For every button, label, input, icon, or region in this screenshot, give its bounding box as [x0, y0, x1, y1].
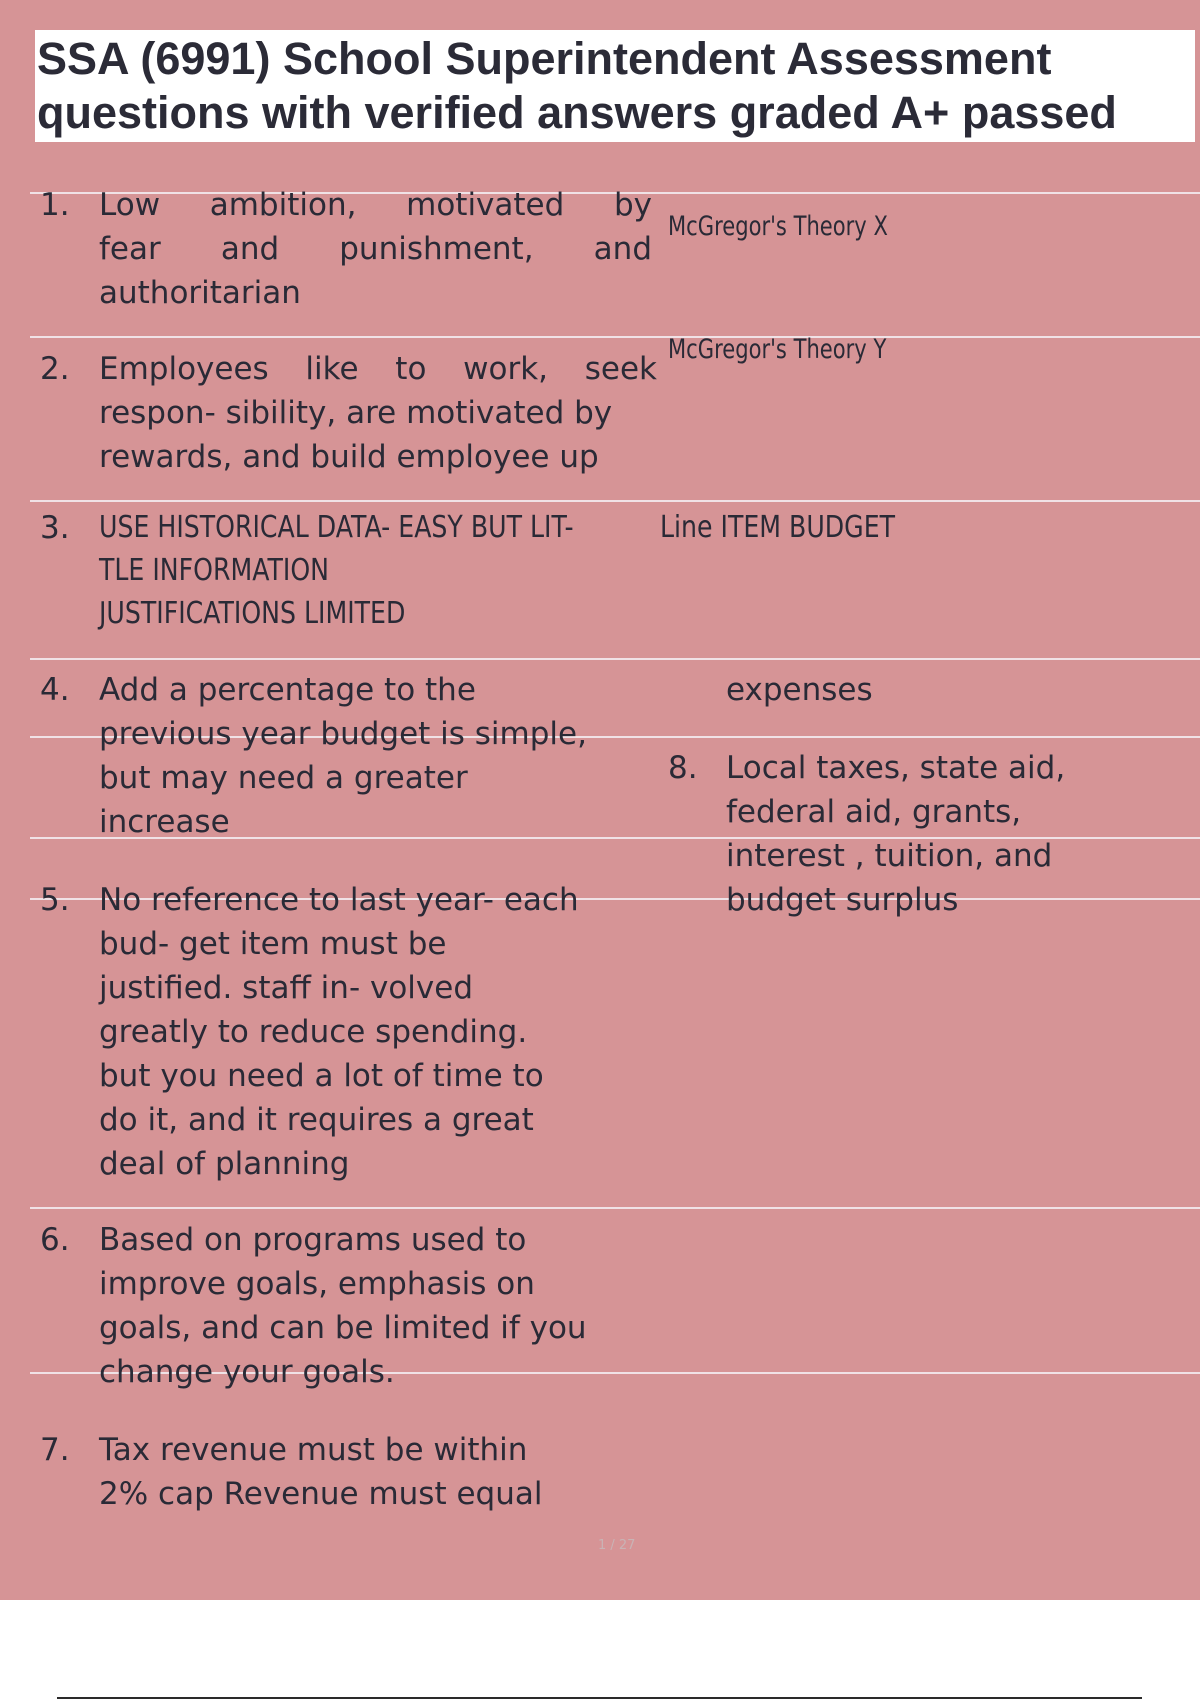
question-line: federal aid, grants,: [726, 794, 1022, 830]
question-line: USE HISTORICAL DATA- EASY BUT LIT-: [99, 510, 574, 545]
question-line: Add a percentage to the: [99, 672, 476, 708]
question-line: budget surplus: [726, 882, 959, 918]
question-line: but may need a greater: [99, 760, 468, 796]
item-question: [99, 1428, 542, 1516]
question-line: Local taxes, state aid,: [726, 750, 1066, 786]
item-question: [99, 506, 574, 635]
question-line: 2% cap Revenue must equal: [99, 1476, 543, 1512]
item-answer: Line ITEM BUDGET: [660, 510, 896, 545]
item-answer: McGregor's Theory Y: [668, 334, 887, 365]
question-line: bud- get item must be: [99, 926, 447, 962]
row-divider: [30, 336, 1200, 338]
item-number: 1.: [40, 187, 70, 223]
row-divider: [30, 500, 1200, 502]
row-divider: [30, 658, 1200, 660]
question-line: improve goals, emphasis on: [99, 1266, 535, 1302]
item-question: [99, 668, 587, 844]
question-line: respon- sibility, are motivated by: [99, 395, 613, 431]
question-line: No reference to last year- each: [99, 882, 579, 918]
title-line-2: questions with verified answers graded A+ passed: [37, 87, 1117, 138]
page-indicator: 1 / 27: [598, 1538, 636, 1553]
item-question: [99, 878, 579, 1186]
footer-divider: [57, 1697, 1142, 1699]
item-question: [99, 183, 652, 315]
question-line: TLE INFORMATION: [99, 553, 330, 588]
item-number: 3.: [40, 510, 70, 546]
item-question: [99, 1218, 587, 1394]
question-line: but you need a lot of time to: [99, 1058, 544, 1094]
item-answer: McGregor's Theory X: [668, 211, 888, 242]
question-line: increase: [99, 804, 230, 840]
question-line: do it, and it requires a great: [99, 1102, 534, 1138]
question-line: Tax revenue must be within: [99, 1432, 528, 1468]
item-number: 5.: [40, 882, 70, 918]
item-number: 2.: [40, 351, 70, 387]
question-line: goals, and can be limited if you: [99, 1310, 587, 1346]
question-line: justified. staff in- volved: [99, 970, 473, 1006]
item-number: 4.: [40, 672, 70, 708]
question-line: previous year budget is simple,: [99, 716, 587, 752]
item-number: 8.: [668, 750, 698, 786]
question-line: JUSTIFICATIONS LIMITED: [99, 596, 406, 631]
question-line: fear and punishment, and: [99, 231, 652, 267]
title-line-1: SSA (6991) School Superintendent Assessment: [37, 33, 1052, 84]
item-answer: expenses: [726, 672, 873, 708]
question-line: authoritarian: [99, 275, 301, 311]
question-line: Employees like to work, seek: [99, 351, 657, 387]
question-line: change your goals.: [99, 1354, 395, 1390]
item-number: 7.: [40, 1432, 70, 1468]
question-line: rewards, and build employee up: [99, 439, 599, 475]
item-question: [726, 746, 1065, 922]
question-line: Based on programs used to: [99, 1222, 527, 1258]
question-line: Low ambition, motivated by: [99, 187, 652, 223]
row-divider: [30, 1207, 1200, 1209]
item-question: [99, 347, 657, 479]
item-number: 6.: [40, 1222, 70, 1258]
question-line: deal of planning: [99, 1146, 350, 1182]
question-line: greatly to reduce spending.: [99, 1014, 528, 1050]
document-title: [35, 30, 1195, 142]
question-line: interest , tuition, and: [726, 838, 1053, 874]
